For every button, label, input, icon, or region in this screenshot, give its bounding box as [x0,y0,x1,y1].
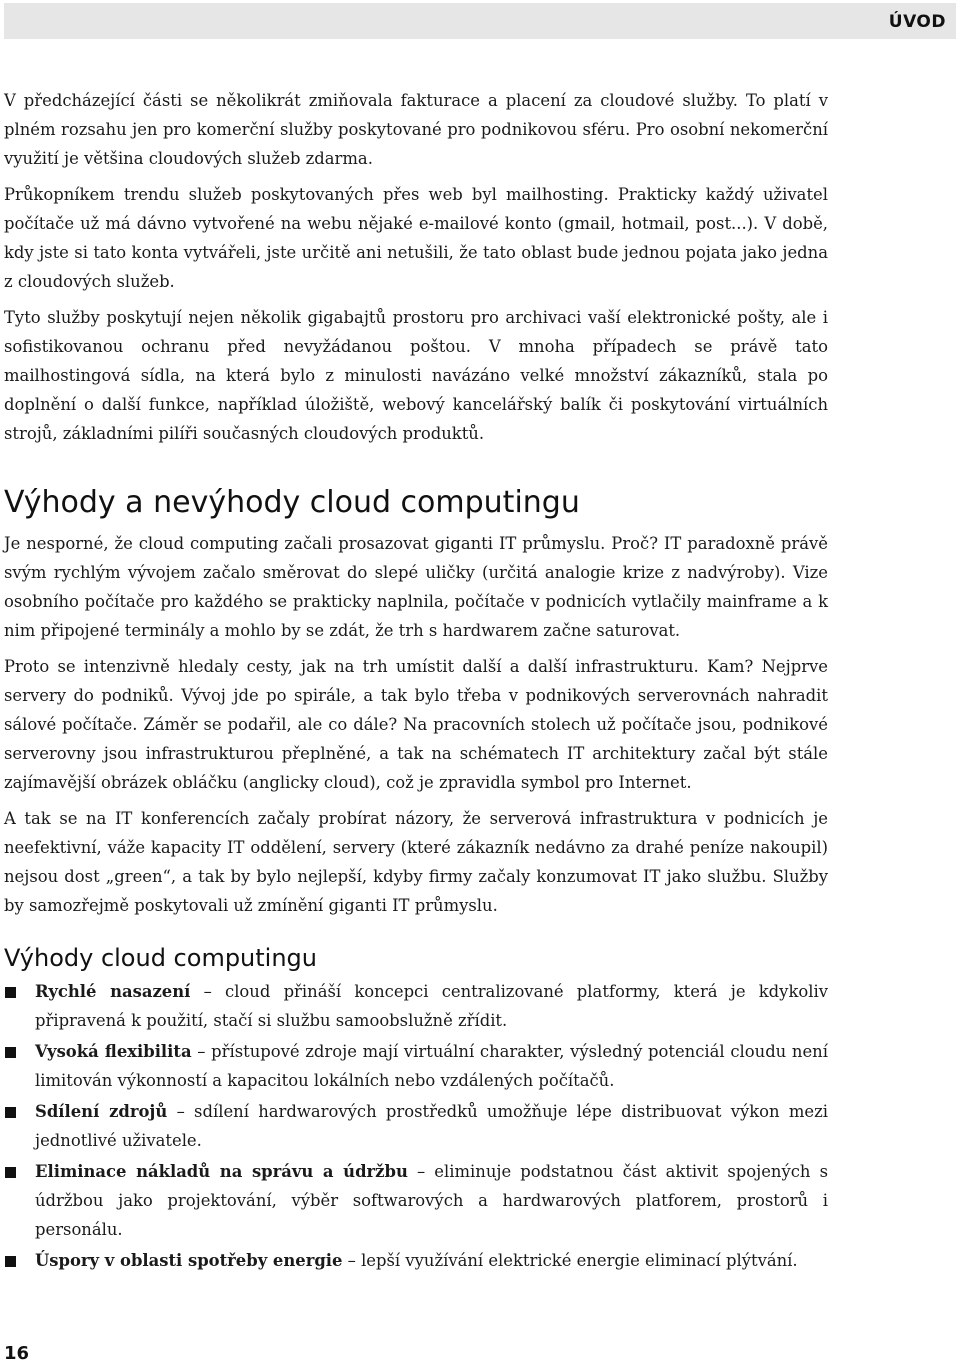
intro-paragraph: V předcházející části se několikrát zmiňovala fakturace a placení za cloudové služby. To platí v plném rozsahu jen pro komerční služby poskytované pro podnikovou sféru. Pro osobní nekomerční využití je většina cloudových služeb zdarma. [4,91,828,168]
item-text: – cloud přináší koncepci centralizované platformy, která je kdykoliv připravená k použití, stačí si službu samoobslužně zřídit. [35,982,828,1030]
item-term: Eliminace nákladů na správu a údržbu [35,1162,408,1181]
item-term: Vysoká flexibilita [35,1042,192,1061]
item-term: Úspory v oblasti spotřeby energie [35,1251,343,1270]
list-item [4,1097,828,1155]
item-term: Sdílení zdrojů [35,1102,168,1121]
running-header [4,3,956,39]
item-text: – sdílení hardwarových prostředků umožňuje lépe distribuovat výkon mezi jednotlivé uživatele. [35,1102,828,1150]
item-term: Rychlé nasazení [35,982,191,1001]
item-text: – lepší využívání elektrické energie eliminací plýtvání. [342,1251,798,1270]
intro-paragraph: Tyto služby poskytují nejen několik gigabajtů prostoru pro archivaci vaší elektronické pošty, ale i sofistikovanou ochranu před nevyžádanou poštou. V mnoha případech se právě tato mailhostingová sídla, na která bylo z minulosti navázáno velké množství zákazníků, stala po doplnění o další funkce, například úložiště, webový kancelářský balík či poskytování virtuálních strojů, základními pilíři současných cloudových produktů. [4,308,828,443]
list-item [4,1157,828,1244]
intro-paragraph: Průkopníkem trendu služeb poskytovaných přes web byl mailhosting. Prakticky každý uživatel počítače už má dávno vytvořené na webu nějaké e-mailové konto (gmail, hotmail, post...). V době, kdy jste si tato konta vytvářeli, jste určitě ani netušili, že tato oblast bude jednou pojata jako jedna z cloudových služeb. [4,185,828,291]
advantages-list [4,977,828,1275]
square-bullet-icon [5,1256,16,1267]
section-heading: Výhody a nevýhody cloud computingu [4,485,580,520]
page-body [4,86,828,1277]
item-text: – eliminuje podstatnou část aktivit spojených s údržbou jako projektování, výběr softwarových a hardwarových platforem, prostorů i personálu. [35,1162,828,1239]
list-item [4,1246,828,1275]
page-number: 16 [4,1343,30,1364]
item-text: – přístupové zdroje mají virtuální charakter, výsledný potenciál cloudu není limitován výkonností a kapacitou lokálních nebo vzdálených počítačů. [35,1042,828,1090]
list-item [4,1037,828,1095]
section-paragraph: A tak se na IT konferencích začaly probírat názory, že serverová infrastruktura v podnicích je neefektivní, váže kapacity IT oddělení, servery (které zákazník nedávno za drahé peníze nakoupil) nejsou dost „green“, a tak by bylo nejlepší, kdyby firmy začaly konzumovat IT jako službu. Služby by samozřejmě poskytovali už zmínění giganti IT průmyslu. [4,809,828,915]
list-item [4,977,828,1035]
square-bullet-icon [5,1167,16,1178]
section-paragraph: Je nesporné, že cloud computing začali prosazovat giganti IT průmyslu. Proč? IT paradoxně právě svým rychlým vývojem začalo směrovat do slepé uličky (určitá analogie krize z nadvýroby). Vize osobního počítače pro každého se prakticky naplnila, počítače v podnicích vytlačily mainframe a k nim připojené terminály a mohlo by se zdát, že trh s hardwarem začne saturovat. [4,534,828,640]
square-bullet-icon [5,987,16,998]
subsection-heading: Výhody cloud computingu [4,944,317,972]
section-label: ÚVOD [888,12,946,32]
square-bullet-icon [5,1047,16,1058]
square-bullet-icon [5,1107,16,1118]
section-paragraph: Proto se intenzivně hledaly cesty, jak na trh umístit další a další infrastrukturu. Kam? Nejprve servery do podniků. Vývoj jde po spirále, a tak bylo třeba v podnikových serverovnách nahradit sálové počítače. Záměr se podařil, ale co dále? Na pracovních stolech už počítače jsou, podnikové serverovny jsou infrastrukturou přeplněné, a tak na schématech IT architektury začal být stále zajímavější obrázek obláčku (anglicky cloud), což je zpravidla symbol pro Internet. [4,657,828,792]
